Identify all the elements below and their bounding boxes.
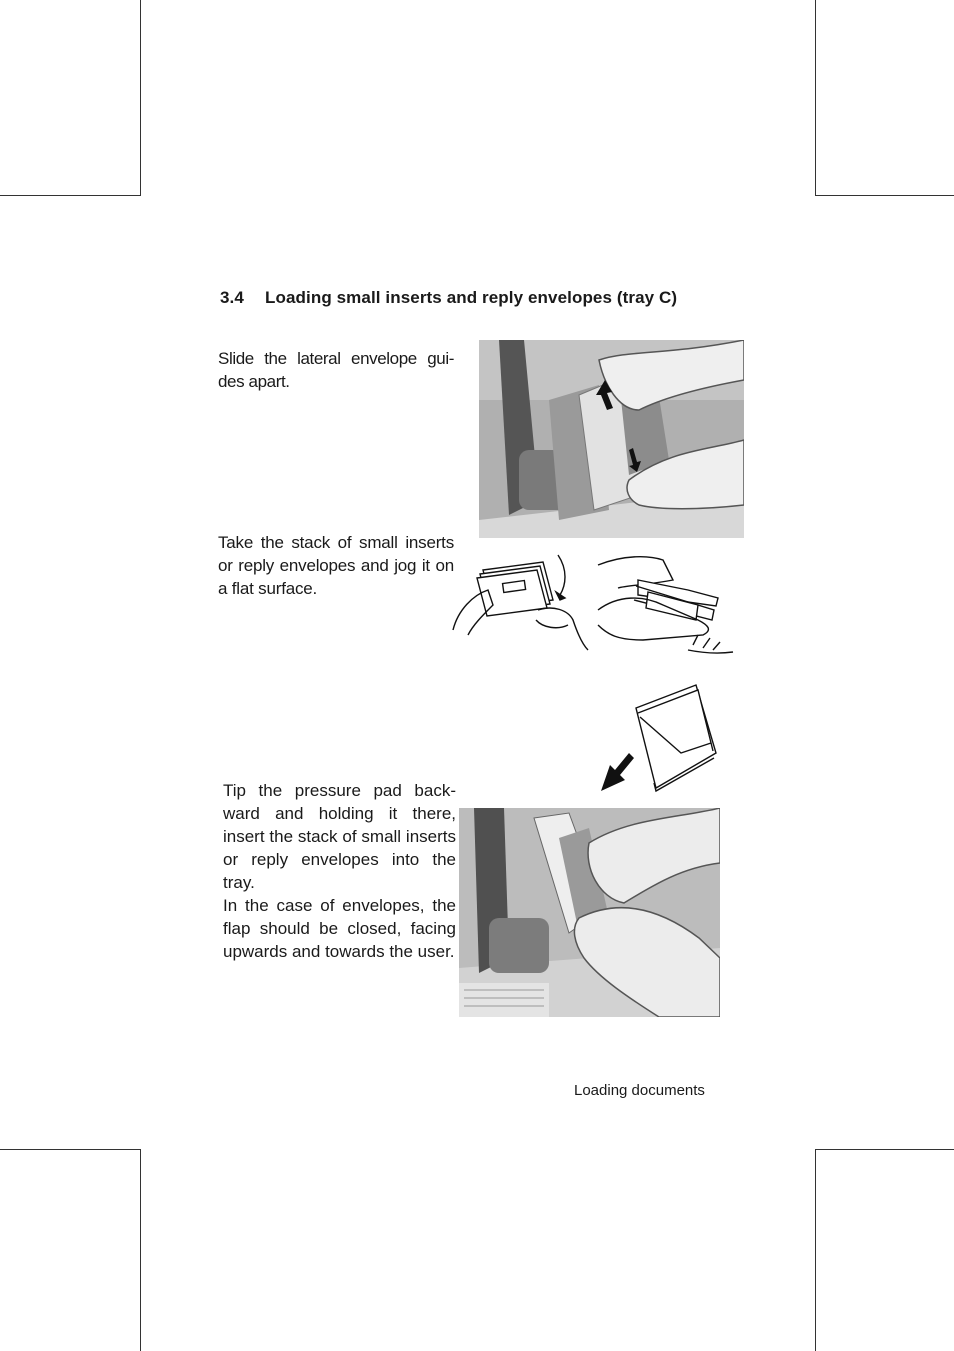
step-1-text: Slide the lateral envelope gui-des apart. xyxy=(218,349,454,391)
crop-mark-bottom-right-horizontal xyxy=(815,1149,954,1150)
crop-mark-bottom-left-vertical xyxy=(140,1149,141,1351)
step-3-text: Tip the pressure pad back-ward and holding it there, insert the stack of small inserts or reply envelopes into the tray. xyxy=(223,781,456,892)
photo-hands-sliding-envelope-guides xyxy=(479,340,744,538)
crop-mark-top-left-horizontal xyxy=(0,195,141,196)
section-number: 3.4 xyxy=(220,288,244,307)
drawing-jogging-stack-of-envelopes xyxy=(448,550,738,656)
crop-mark-top-right-horizontal xyxy=(815,195,954,196)
crop-mark-bottom-left-horizontal xyxy=(0,1149,141,1150)
crop-mark-bottom-right-vertical xyxy=(815,1149,816,1351)
step-3-note: In the case of envelopes, the flap should be closed, facing upwards and towards the user. xyxy=(223,896,456,961)
drawing-envelope-with-arrow xyxy=(596,683,718,793)
crop-mark-top-left-vertical xyxy=(140,0,141,195)
step-2-text: Take the stack of small inserts or reply envelopes and jog it on a flat surface. xyxy=(218,533,454,598)
page-footer: Loading documents xyxy=(574,1082,705,1099)
section-title: Loading small inserts and reply envelopes (tray C) xyxy=(265,288,678,307)
section-heading xyxy=(220,288,780,308)
photo-inserting-stack-into-tray xyxy=(459,808,720,1017)
crop-mark-top-right-vertical xyxy=(815,0,816,195)
step-3-text-block xyxy=(223,779,456,963)
